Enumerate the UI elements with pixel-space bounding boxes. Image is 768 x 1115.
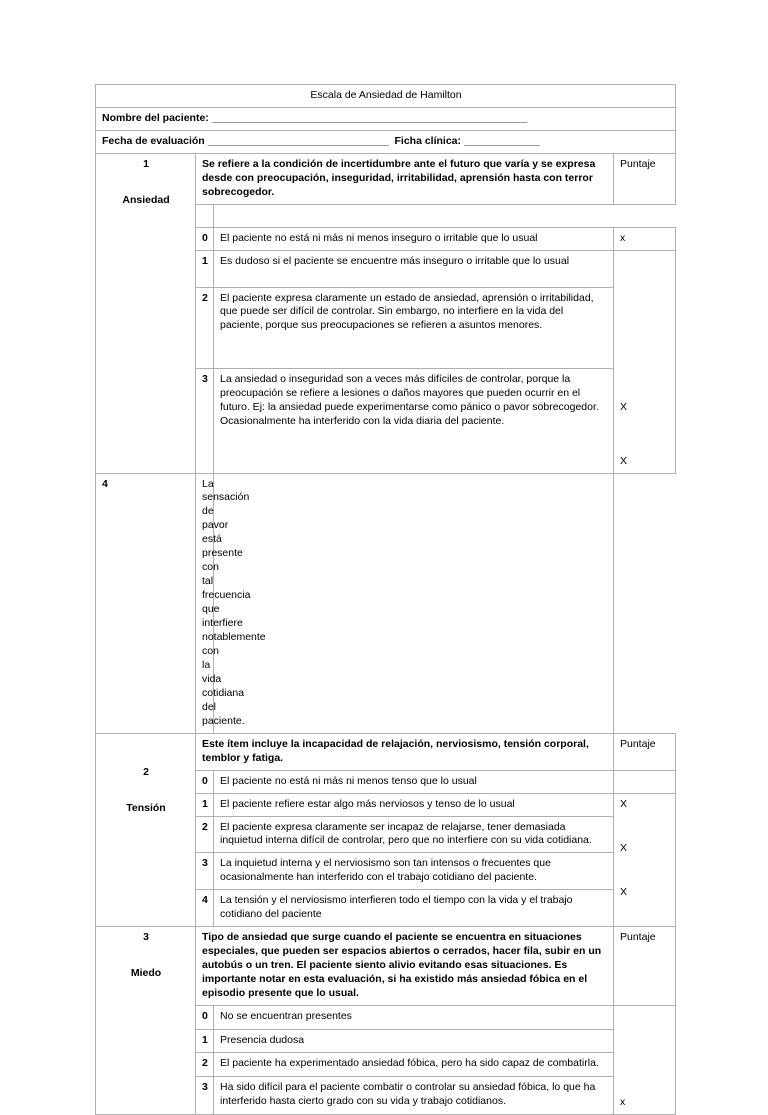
title-row — [96, 85, 676, 108]
section-3-name: Miedo — [130, 967, 162, 980]
clinical-file-field[interactable]: Ficha clínica: _____________ — [394, 134, 540, 147]
evaluation-date-cell — [96, 130, 676, 153]
section-1-item-4-mark[interactable]: X — [620, 454, 628, 467]
section-2-item-3-text: La inquietud interna y el nerviosismo son tan intensos o frecuentes que ocasionalmente han interferido con el trabajo cotidiano del paciente. — [214, 853, 614, 890]
section-2-item-2-text: El paciente expresa claramente ser incapaz de relajarse, tener demasiada inquietud interna difícil de controlar, pero que no interfiere con su vida cotidiana. — [214, 816, 614, 853]
section-2-name: Tensión — [126, 801, 166, 814]
section-3-item-3-mark[interactable]: x — [620, 1095, 626, 1108]
section-3-puntaje-header: Puntaje — [614, 927, 676, 1006]
section-1-label — [96, 153, 196, 473]
section-1-item-1-text: Es dudoso si el paciente se encuentre más inseguro o irritable que lo usual — [214, 250, 614, 287]
section-1-item-2-score: 2 — [196, 287, 214, 369]
section-2-item-4-text: La tensión y el nerviosismo interfieren todo el tiempo con la vida y el trabajo cotidiano del paciente — [214, 890, 614, 927]
section-1-name: Ansiedad — [122, 193, 170, 206]
section-3-item-1-score: 1 — [196, 1029, 214, 1053]
section-3-merged-marks[interactable] — [614, 1005, 676, 1114]
section-1-item-0-mark[interactable]: x — [614, 227, 676, 250]
section-1-item-4 — [96, 473, 676, 733]
section-3-mark-stack — [620, 1096, 670, 1110]
section-3-item-2-text: El paciente ha experimentado ansiedad fóbica, pero ha sido capaz de combatirla. — [214, 1053, 614, 1077]
section-2-item-2-mark[interactable]: X — [620, 841, 628, 854]
section-2-puntaje-header: Puntaje — [614, 733, 676, 770]
section-1-number: 1 — [143, 157, 149, 170]
section-2-item-1-text: El paciente refiere estar algo más nerviosos y tenso de lo usual — [214, 793, 614, 816]
section-1-item-4-text: La sensación de pavor está presente con tal frecuencia que interfiere notablemente con la vida cotidiana del paciente. — [196, 473, 214, 733]
section-1-item-3-mark[interactable]: X — [620, 400, 628, 413]
section-3-item-2-score: 2 — [196, 1053, 214, 1077]
section-2-item-3-mark[interactable]: X — [620, 886, 628, 899]
section-3-item-3-score: 3 — [196, 1076, 214, 1114]
section-2-merged-marks[interactable] — [614, 793, 676, 927]
section-2-header-row — [96, 733, 676, 770]
hamilton-anxiety-scale-sheet — [95, 84, 675, 1115]
section-2-item-3-score: 3 — [196, 853, 214, 890]
page-title: Escala de Ansiedad de Hamilton — [96, 85, 676, 108]
section-3-item-0-text: No se encuentran presentes — [214, 1005, 614, 1029]
section-1-item-3-text: La ansiedad o inseguridad son a veces más difíciles de controlar, porque la preocupación se refiere a lesiones o daños mayores que pueden ocurrir en el futuro. Ej: la ansiedad puede experimentarse como pánico o pavor sobrecogedor. Ocasionalmente ha interferido con la vida diaria del paciente. — [214, 369, 614, 473]
section-2-label — [96, 733, 196, 927]
section-3-label — [96, 927, 196, 1115]
section-1-item-4-score: 4 — [96, 473, 196, 733]
section-2-item-0-mark[interactable] — [614, 770, 676, 793]
section-1-item-1-score: 1 — [196, 250, 214, 287]
section-2-item-0-text: El paciente no está ni más ni menos tenso que lo usual — [214, 770, 614, 793]
section-2-mark-stack — [620, 798, 670, 901]
evaluation-date-field[interactable]: Fecha de evaluación _______________________________ — [102, 134, 389, 147]
section-2-number: 2 — [143, 765, 149, 778]
section-1-puntaje-header: Puntaje — [614, 153, 676, 204]
section-3-item-1-text: Presencia dudosa — [214, 1029, 614, 1053]
hamilton-scale-table — [95, 84, 676, 1115]
section-2-description: Este ítem incluye la incapacidad de relajación, nerviosismo, tensión corporal, temblor y fatiga. — [196, 733, 614, 770]
section-2-item-1-mark[interactable]: X — [620, 797, 628, 810]
section-2-item-1-score: 1 — [196, 793, 214, 816]
section-1-puntaje-blank[interactable] — [196, 204, 214, 227]
section-1-item-0-score: 0 — [196, 227, 214, 250]
section-2-item-4-score: 4 — [196, 890, 214, 927]
section-3-item-0-score: 0 — [196, 1005, 214, 1029]
section-1-item-0-text: El paciente no está ni más ni menos inseguro o irritable que lo usual — [214, 227, 614, 250]
section-1-description: Se refiere a la condición de incertidumbre ante el futuro que varía y se expresa desde con preocupación, inseguridad, irritabilidad, aprensión hasta con terror sobrecogedor. — [196, 153, 614, 204]
section-3-description: Tipo de ansiedad que surge cuando el paciente se encuentra en situaciones especiales, que pueden ser espacios abiertos o cerrados, hacer fila, subir en un autobús o un tren. El paciente siento alivio evitando esas situaciones. Es importante notar en esta evaluación, si ha existido más ansiedad fóbica en el episodio presente que lo usual. — [196, 927, 614, 1006]
patient-name-row — [96, 107, 676, 130]
section-2-item-0-score: 0 — [196, 770, 214, 793]
section-2-item-2-score: 2 — [196, 816, 214, 853]
section-3-number: 3 — [143, 931, 149, 944]
section-1-item-3-score: 3 — [196, 369, 214, 473]
section-1-merged-marks[interactable] — [614, 250, 676, 473]
section-1-mark-stack — [620, 401, 670, 469]
evaluation-date-row — [96, 130, 676, 153]
section-1-item-2-text: El paciente expresa claramente un estado de ansiedad, aprensión o irritabilidad, que puede ser difícil de controlar. Sin embargo, no interfiere en la vida del paciente, porque sus preocupaciones se refieren a asuntos menores. — [214, 287, 614, 369]
section-1-item-4-mark-cell[interactable] — [214, 473, 614, 733]
patient-name-field[interactable]: Nombre del paciente: ______________________________________________________ — [96, 107, 676, 130]
section-3-item-3-text: Ha sido difícil para el paciente combatir o controlar su ansiedad fóbica, lo que ha interferido hasta cierto grado con su vida y trabajo cotidianos. — [214, 1076, 614, 1114]
section-1-header-row — [96, 153, 676, 204]
